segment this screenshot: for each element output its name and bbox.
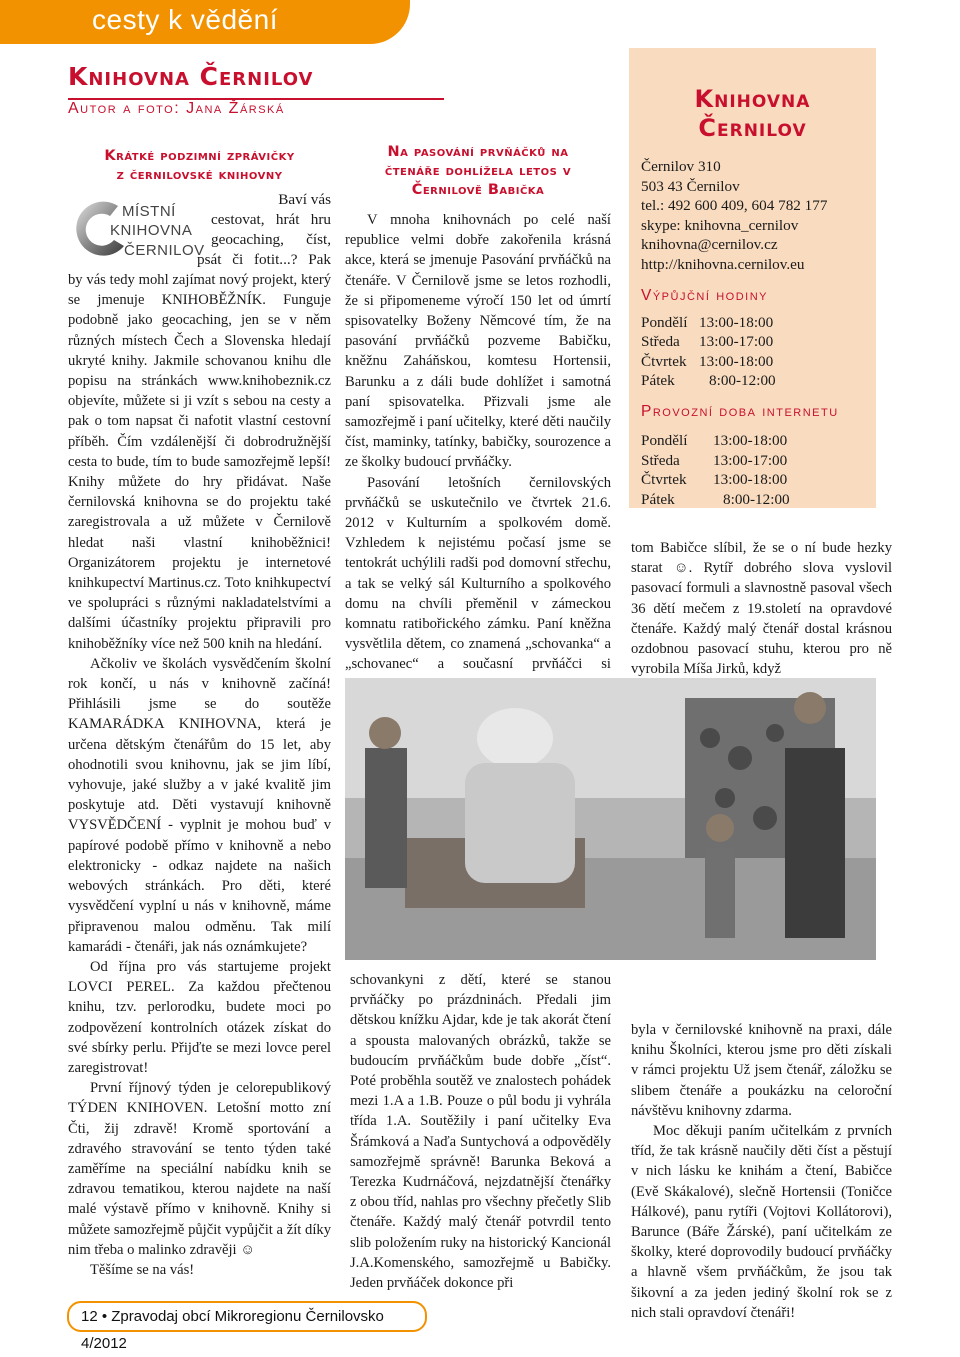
hours-time: 8:00-12:00 (709, 372, 776, 390)
col2-heading-line: čtenáře dohlížela letos v (384, 163, 572, 179)
hours-time: 13:00-17:00 (699, 333, 774, 351)
logo-text: MÍSTNÍ (122, 203, 176, 220)
paragraph: byla v černilovské knihovně na praxi, dále knihu Školníci, kterou jsme pro děti získali v rámci projektu Už jsem čtenář, záložku se slibem čtenáře a poukázku na celoroční návštěvu knihovny zdarma. (631, 1022, 892, 1119)
wrap-line: Baví vás (278, 191, 331, 208)
hours-time: 13:00-17:00 (713, 451, 788, 469)
hours-time: 13:00-18:00 (713, 431, 788, 449)
paragraph: Od října pro vás startujeme projekt LOVCI PEREL. Za každou přečtenou knihu, tzv. perlorodku, budete moci po zodpovězení kontrolních otázek získat do své sbírky perlu. Přijďte se mezi lovce perel zaregistrovat! (68, 958, 331, 1076)
internet-hours-table (641, 431, 876, 509)
hours-row (641, 431, 876, 451)
hours-day: Čtvrtek (641, 352, 687, 370)
hours-time: 13:00-18:00 (699, 352, 774, 370)
hours-time: 13:00-18:00 (699, 313, 774, 331)
wrap-line: geocaching, číst, (211, 231, 331, 248)
col2-heading-line: Černilově Babička (411, 182, 545, 198)
col1-wrap-text (197, 190, 331, 270)
paragraph: Pasování letošních černilovských prvňáčků se uskutečnilo ve čtvrtek 21.6. 2012 v Kulturním a spolkovém domě. Vzhledem k nejistému počasí jsme se tentokrát uchýlili radši pod domovní střechu, a tak se velký sál Kulturního a spolkového domu na chvíli přeměnil v zámeckou komnatu ratibořického zámku. Paní kněžna vysvětlila dětem, co znamená „schovanka“ a „schovanec“ a současní prvňáčci si (345, 474, 611, 673)
internet-hours-heading: Provozní doba internetu (641, 402, 839, 420)
hours-time: 13:00-18:00 (713, 471, 788, 489)
paragraph: tom Babičce slíbil, že se o ní bude hezky starat ☺. Rytíř dobrého slova vyslovil pasovací formuli a slavnostně pasoval všech 36 dětí mečem z 19.století na opravdové čtenáře. Každý malý čtenář dostal krásnou ozdobnou pasovací stuhu, kterou pro ně vyrobila Míša Jirků, když (631, 540, 892, 678)
photo-icon (345, 678, 876, 960)
address-block (641, 157, 876, 275)
sidebar-title-line: Černilov (698, 114, 807, 142)
col2-heading (345, 143, 611, 200)
contact-sidebar (629, 48, 876, 508)
library-logo (70, 198, 212, 268)
ceremony-photo (345, 678, 876, 960)
hours-day: Pátek (641, 490, 675, 508)
col2-continued (350, 970, 611, 1293)
phone-line: tel.: 492 600 409, 604 782 177 (641, 197, 828, 215)
hours-row (641, 490, 876, 510)
col2-body (345, 210, 611, 715)
website-link[interactable]: http://knihovna.cernilov.eu (641, 255, 805, 273)
paragraph: schovankyni z dětí, které se stanou prvňáčky po prázdninách. Předali jim dětskou knížku Ajdar, kde je tak akorát čtení a spousta malovaných obrázků, takže se budoucím prvňáčkům bude dobře „číst“. Poté proběhla soutěž ve znalostech pohádek mezi 1.A a 1.B. Pouze o půl bodu ji vyhrála třída 1.A. Soutěžily i paní učitelky Eva Šrámková a Naďa Suntychová a odpověděly samozřejmě správně! Barunka Beková a Terezka Kudrnáčová, nejzdatnější čtenářky z obou tříd, nahlas pro všechny přečetly Slib čtenáře. Každý malý čtenář potvrdil tento slib položením ruky na historický Kancionál J.A.Komenského, samozřejmě u Babičky. Jeden prvňáček dokonce při (350, 972, 611, 1292)
address-line: 503 43 Černilov (641, 177, 740, 195)
hours-day: Středa (641, 451, 680, 469)
loan-hours-table (641, 313, 876, 391)
logo-text: KNIHOVNA (110, 222, 193, 239)
section-tab (0, 0, 410, 44)
paragraph: Těšíme se na vás! (90, 1261, 195, 1278)
paragraph: Ačkoliv ve školách vysvědčením školní rok končí, u nás v knihovně začíná! Přihlásili jsme se do soutěže KAMARÁDKA KNIHOVNA, která je určena dětským čtenářům do 15 let, aby ohodnotili svou knihovnu, jak se jim líbí, vyhovuje, jaké služby a v jaké kvalitě jim poskytuje atd. Děti vystavují knihovně VYSVĚDČENÍ - vyplnit je mohou buď v papírové podobě přímo v knihovně a nebo elektronicky - odkaz najdete na našich webových stránkách. Pro děti, které vysvědčení vyplní u nás v knihovně, máme připravenou malou odměnu. Tak milí kamarádi - čtenáři, jak nás oznámkujete? (68, 655, 331, 955)
col2-heading-line: Na pasování prvňáčků na (387, 144, 569, 160)
sidebar-title (629, 85, 876, 143)
paragraph: by vás tedy mohl zajímat nový projekt, který se jmenuje KNIHOBĚŽNÍK. Funguje podobně jako geocaching, jen se v něm různých místech Čech a Slovenska hledají ukryté knihy. Jakmile schovanou knihu dle popisu na stránkách www.knihobeznik.cz objevíte, můžete si ji vzít s sebou na cesty a pak o tom napsat či nafotit vlastní cestovní příběh. Čím vzdálenější či dobrodružnější cesta to bude, tím to bude samozřejmě lepší! Knihy můžete do hry přidávat. Naše černilovská knihovna se do projektu také zaregistrovala a už můžete v Černilově hledat naši vlastní knihoběžnici! Organizátorem projektu je internetové knihkupectví Martinus.cz. Toto knihkupectví ve spolupráci s různými nakladatelstvími a dalšími účastníky projektu připravili pro knihoběžníky více než 500 knih na hledání. (68, 272, 331, 652)
column-2 (345, 143, 611, 715)
col1-heading-line: z černilovské knihovny (116, 167, 283, 183)
column-1 (68, 147, 331, 185)
page-footer: 12 • Zpravodaj obcí Mikroregionu Černilovsko 4/2012 (67, 1301, 427, 1332)
hours-day: Pondělí (641, 313, 688, 331)
hours-day: Čtvrtek (641, 471, 687, 489)
col1-heading (68, 147, 331, 185)
paragraph: V mnoha knihovnách po celé naší republice velmi dobře zakořenila krásná akce, která se jmenuje Pasování prvňáčků na čtenáře. V Černilově jsme se letos rozhodli, že si připomeneme výročí 150 let od úmrtí spisovatelky Boženy Němcové tím, že na pasování prvňáčků pozveme Babičku, kněžnu Zaháňskou, komtesu Hortensii, Barunku a z dáli bude dohlížet i samotná paní spisovatelka. Přizvali jsme ale samozřejmě i paní učitelky, které děti naučily číst, maminky, tatínky, babičky, sourozence a ze školky budoucí prvňáčky. (345, 212, 611, 471)
hours-row (641, 371, 876, 391)
hours-row (641, 451, 876, 471)
sidebar-title-line: Knihovna (694, 85, 811, 113)
paragraph: První říjnový týden je celorepublikový TÝDEN KNIHOVEN. Letošní motto zní Čti, žij zdravě! Kromě sportování a zdravého stravování se tento týden také zaměříme na speciální nabídku knih se zdravou tematikou, kterou najdete na naší malé výstavě přímo v knihovně. Knihy si můžete samozřejmě půjčit vypůjčit a žít díky nim třeba o malinko zdravěji ☺ (68, 1080, 331, 1258)
col1-body (68, 270, 331, 1280)
hours-day: Pondělí (641, 431, 688, 449)
logo-text: ČERNILOV (124, 242, 205, 259)
hours-row (641, 352, 876, 372)
col3-top (631, 538, 892, 679)
col3-bottom (631, 1020, 892, 1323)
section-tab-label: cesty k vědění (92, 4, 278, 35)
hours-day: Pátek (641, 372, 675, 390)
hours-row (641, 332, 876, 352)
byline: Autor a foto: Jana Žárská (68, 100, 285, 117)
loan-hours-heading: Výpůjční hodiny (641, 286, 768, 304)
skype-line: skype: knihovna_cernilov (641, 216, 799, 234)
article-title: Knihovna Černilov (68, 62, 314, 91)
hours-time: 8:00-12:00 (723, 490, 790, 508)
hours-row (641, 470, 876, 490)
hours-row (641, 313, 876, 333)
address-line: Černilov 310 (641, 158, 721, 175)
paragraph: Moc děkuji paním učitelkám z prvních tříd, že tak krásně naučily děti číst a pěstují v nich lásku ke knihám a čtení, Babičce (Evě Skákalové), slečně Hortensii (Toničce Hálkové), panu rytíři (Vojtovi Kollátorovi), Barunce (Báře Žárské), paní učitelkám ze školky, které doprovodily budoucí prvňáčky a hlavně všem prvňáčkům, že jsou tak šikovní a za jeden jediný školní rok se z nich stali opravdoví čtenáři! (631, 1123, 892, 1321)
hours-day: Středa (641, 333, 680, 351)
email-link[interactable]: knihovna@cernilov.cz (641, 236, 778, 254)
col1-heading-line: Krátké podzimní zprávičky (104, 148, 295, 164)
wrap-line: cestovat, hrát hru (211, 211, 331, 228)
wrap-line: psát či fotit...? Pak (197, 251, 331, 268)
